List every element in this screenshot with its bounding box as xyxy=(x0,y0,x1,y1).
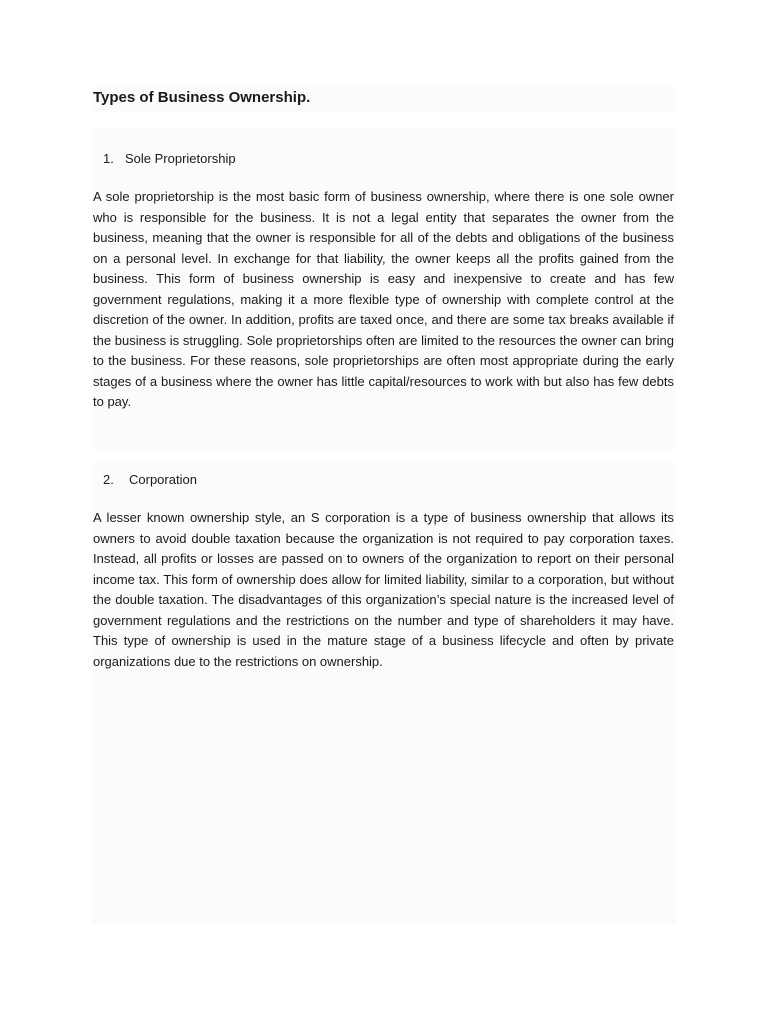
section-body-sole-proprietorship: A sole proprietorship is the most basic form of business ownership, where there is one sole owner who is responsible for the business. It is not a legal entity that separates the owner from the business, meaning that the owner is responsible for all of the debts and obligations of the business on a personal level. In exchange for that liability, the owner keeps all the profits gained from the business. This form of business ownership is easy and inexpensive to create and has few government regulations, making it a more flexible type of ownership with complete control at the discretion of the owner. In addition, profits are taxed once, and there are some tax breaks available if the business is struggling. Sole proprietorships often are limited to the resources the owner can bring to the business. For these reasons, sole proprietorships are often most appropriate during the early stages of a business where the owner has little capital/resources to work with but also has few debts to pay. xyxy=(93,189,674,409)
section-heading-sole-proprietorship xyxy=(103,151,236,166)
section-heading-text: Sole Proprietorship xyxy=(125,151,236,166)
document-title: Types of Business Ownership. xyxy=(93,89,311,106)
section-heading-corporation xyxy=(103,472,197,487)
section-body-corporation: A lesser known ownership style, an S corporation is a type of business ownership that allows its owners to avoid double taxation because the organization is not required to pay corporation taxes. Instead, all profits or losses are passed on to owners of the organization to report on their personal income tax. This form of ownership does allow for limited liability, similar to a corporation, but without the double taxation. The disadvantages of this organization’s special nature is the increased level of government regulations and the restrictions on the number and type of shareholders it may have. This type of ownership is used in the mature stage of a business lifecycle and often by private organizations due to the restrictions on ownership. xyxy=(93,510,674,669)
section-heading-text: Corporation xyxy=(129,472,197,487)
section-number: 2. xyxy=(103,472,114,487)
section-number: 1. xyxy=(103,151,114,166)
